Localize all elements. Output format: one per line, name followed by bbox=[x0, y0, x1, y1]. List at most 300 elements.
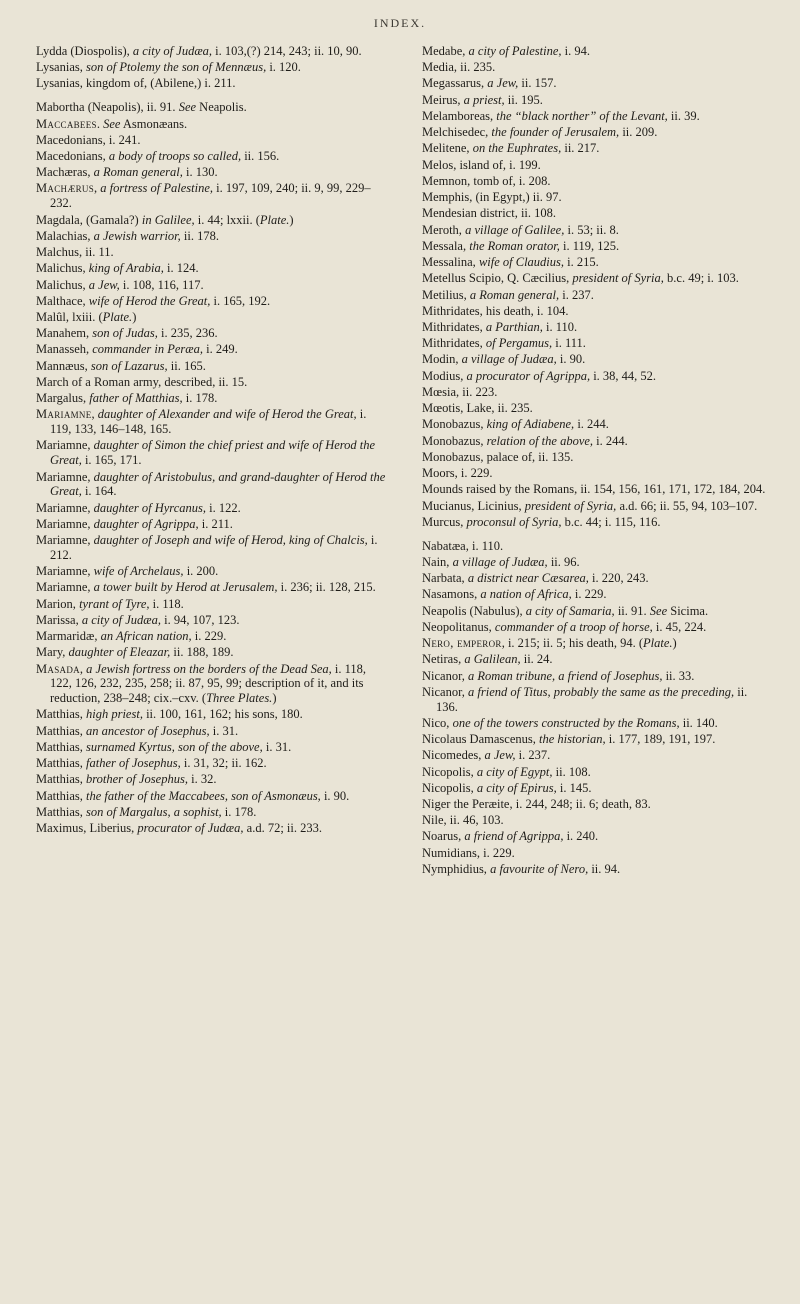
index-entry bbox=[36, 310, 386, 325]
index-entry bbox=[36, 724, 386, 739]
index-entry bbox=[36, 645, 386, 660]
entry-text: i. 130. bbox=[182, 165, 218, 180]
entry-text: ii. 96. bbox=[547, 554, 580, 569]
entry-text: Mary, bbox=[36, 645, 69, 660]
entry-text: Matthias, bbox=[36, 788, 86, 803]
index-entry bbox=[36, 342, 386, 357]
index-entry bbox=[36, 533, 386, 563]
entry-description: the Roman orator, bbox=[469, 238, 560, 253]
entry-text: i. 90. bbox=[556, 352, 586, 367]
index-entry bbox=[36, 564, 386, 579]
entry-description: a city of Palestine, bbox=[468, 44, 562, 58]
entry-text: i. 237. bbox=[515, 748, 551, 763]
index-entry bbox=[36, 117, 386, 132]
entry-description: an African nation, bbox=[100, 629, 192, 644]
index-entry bbox=[36, 100, 386, 115]
index-entry bbox=[422, 369, 772, 384]
index-entry bbox=[36, 229, 386, 244]
entry-text: Nymphidius, bbox=[422, 861, 491, 876]
index-entry bbox=[422, 141, 772, 156]
entry-description: daughter of Alexander and wife of Herod the Great, bbox=[97, 407, 357, 422]
index-entry bbox=[36, 613, 386, 628]
entry-description: a Roman general, bbox=[93, 165, 183, 180]
entry-text: Memnon, tomb of, i. 208. bbox=[422, 173, 551, 188]
index-entry bbox=[36, 294, 386, 309]
entry-description: in Galilee, bbox=[141, 212, 195, 227]
index-entry bbox=[422, 352, 772, 367]
index-entry bbox=[422, 44, 772, 59]
entry-text: i. 164. bbox=[81, 484, 117, 499]
entry-text: Sicima. bbox=[667, 603, 709, 618]
entry-text: i. 229. bbox=[571, 587, 607, 602]
entry-description: relation of the above, bbox=[486, 433, 594, 448]
entry-text: Niger the Peræite, i. 244, 248; ii. 6; death, 83. bbox=[422, 797, 651, 811]
entry-description: a favourite of Nero, bbox=[490, 861, 589, 876]
entry-text: Matthias, bbox=[36, 804, 86, 819]
entry-text: Medabe, bbox=[422, 44, 469, 58]
index-entry bbox=[422, 434, 772, 449]
entry-text: Marissa, bbox=[36, 612, 82, 627]
entry-text: Margalus, bbox=[36, 391, 90, 406]
index-entry bbox=[36, 517, 386, 532]
entry-text: , i. 215; ii. 5; his death, 94. ( bbox=[501, 636, 643, 651]
entry-text: Mabortha (Neapolis), ii. 91. bbox=[36, 100, 179, 115]
entry-text: Melchisedec, bbox=[422, 125, 492, 140]
index-entry bbox=[422, 271, 772, 286]
entry-text: Mithridates, bbox=[422, 319, 486, 334]
index-entry bbox=[422, 813, 772, 828]
entry-description: president of Syria, bbox=[524, 498, 617, 513]
entry-text: i. 220, 243. bbox=[588, 571, 649, 586]
entry-text: Nico, bbox=[422, 715, 453, 730]
entry-text: i. 249. bbox=[203, 342, 238, 357]
entry-description: the founder of Jerusalem, bbox=[491, 125, 620, 140]
entry-text: March of a Roman army, described, ii. 15. bbox=[36, 374, 248, 389]
entry-description: a Galilean, bbox=[464, 652, 521, 667]
entry-heading: Mariamne bbox=[36, 407, 92, 422]
entry-text: i. 53; ii. 8. bbox=[564, 222, 619, 237]
index-entry bbox=[36, 278, 386, 293]
index-entry bbox=[422, 109, 772, 124]
entry-text: i. 119, 125. bbox=[559, 238, 620, 253]
entry-description: proconsul of Syria, bbox=[466, 514, 562, 529]
entry-text: Messala, bbox=[422, 238, 470, 253]
entry-text: Mithridates, his death, i. 104. bbox=[422, 303, 569, 318]
entry-text: ii. 91. bbox=[614, 603, 650, 618]
entry-description: daughter of Joseph and wife of Herod, king of Chalcis, bbox=[93, 533, 368, 548]
entry-text: i. 120. bbox=[266, 60, 301, 75]
entry-description: king of Arabia, bbox=[88, 261, 164, 276]
entry-description: tyrant of Tyre, bbox=[79, 596, 150, 611]
entry-text: Nicopolis, bbox=[422, 764, 477, 779]
entry-text: Megassarus, bbox=[422, 76, 488, 91]
entry-text: Melamboreas, bbox=[422, 108, 497, 123]
index-entry bbox=[36, 326, 386, 341]
entry-text: , bbox=[79, 661, 87, 676]
entry-text: i. 103,(?) 214, 243; ii. 10, 90. bbox=[212, 44, 362, 58]
entry-text: ii. 209. bbox=[619, 125, 658, 140]
entry-text: ) bbox=[272, 691, 277, 706]
entry-text: Mariamne, bbox=[36, 438, 94, 453]
entry-text: ii. 165. bbox=[167, 358, 206, 373]
entry-text: Modius, bbox=[422, 368, 467, 383]
entry-text: ii. 195. bbox=[504, 92, 543, 107]
entry-text: i. 244. bbox=[593, 433, 628, 448]
entry-description: the father of the Maccabees, son of Asmonæus, bbox=[86, 788, 321, 803]
entry-text: i. 178. bbox=[221, 804, 257, 819]
entry-text: Matthias, bbox=[36, 723, 86, 738]
entry-heading: Nero, emperor bbox=[422, 636, 502, 651]
index-entry bbox=[36, 181, 386, 211]
entry-text: Matthias, bbox=[36, 739, 86, 754]
entry-text: i. 118, 122, 126, 232, 235, 258; ii. 87, 95, 99; description of it, and its reduction, 238–248; cix.–cxv. ( bbox=[50, 661, 367, 706]
entry-text: Lydda (Diospolis), bbox=[36, 44, 133, 58]
index-entry bbox=[422, 190, 772, 205]
index-entry bbox=[36, 359, 386, 374]
entry-text: i. 236; ii. 128, 215. bbox=[277, 580, 376, 595]
entry-text: i. 244. bbox=[574, 417, 609, 432]
index-entry bbox=[422, 60, 772, 75]
index-entry bbox=[36, 756, 386, 771]
entry-text: ) bbox=[289, 212, 294, 227]
entry-text: Macedonians, bbox=[36, 149, 109, 164]
index-entry bbox=[36, 629, 386, 644]
entry-text: Marion, bbox=[36, 596, 80, 611]
entry-description: brother of Josephus, bbox=[86, 772, 188, 787]
index-entry bbox=[422, 174, 772, 189]
entry-text: ii. 188, 189. bbox=[170, 645, 234, 660]
index-entry bbox=[36, 245, 386, 260]
entry-description: a procurator of Agrippa, bbox=[466, 368, 591, 383]
entry-text: i. 45, 224. bbox=[652, 619, 707, 634]
entry-text: Matthias, bbox=[36, 756, 86, 771]
entry-text: Mannæus, bbox=[36, 358, 91, 373]
entry-text: Moors, i. 229. bbox=[422, 466, 493, 481]
entry-text: Malchus, ii. 11. bbox=[36, 245, 114, 260]
index-entry bbox=[36, 391, 386, 406]
entry-text: Manasseh, bbox=[36, 342, 93, 357]
entry-description: daughter of Agrippa, bbox=[93, 516, 199, 531]
entry-text: Nile, ii. 46, 103. bbox=[422, 813, 504, 828]
entry-text: Mœsia, ii. 223. bbox=[422, 384, 498, 399]
entry-text: Media, ii. 235. bbox=[422, 60, 496, 75]
entry-text: ii. 33. bbox=[662, 668, 695, 683]
entry-text: Mariamne, bbox=[36, 516, 94, 531]
entry-text: Nain, bbox=[422, 554, 453, 569]
entry-description: See bbox=[103, 116, 121, 131]
entry-description: a city of Judæa, bbox=[132, 44, 213, 58]
index-entry bbox=[422, 482, 772, 497]
index-column-right bbox=[422, 44, 772, 878]
index-entry bbox=[422, 288, 772, 303]
entry-text: i. 94. bbox=[561, 44, 591, 58]
entry-description: See bbox=[178, 100, 197, 115]
index-entry bbox=[36, 772, 386, 787]
entry-text: i. 122. bbox=[206, 500, 241, 515]
index-entry bbox=[36, 261, 386, 276]
index-entry bbox=[422, 587, 772, 602]
index-entry bbox=[422, 652, 772, 667]
index-entry bbox=[422, 571, 772, 586]
entry-text: Meirus, bbox=[422, 92, 464, 107]
entry-heading: Machærus bbox=[36, 181, 95, 196]
index-entry bbox=[36, 707, 386, 722]
index-entry bbox=[36, 133, 386, 148]
index-entry bbox=[422, 206, 772, 221]
index-entry bbox=[422, 320, 772, 335]
index-entry bbox=[422, 846, 772, 861]
entry-text: i. 44; lxxii. ( bbox=[194, 212, 260, 227]
index-entry bbox=[422, 401, 772, 416]
entry-description: president of Syria, bbox=[572, 271, 664, 286]
entry-description: a city of Judæa, bbox=[81, 612, 161, 627]
entry-text: Matthias, bbox=[36, 707, 86, 722]
entry-description: a Jewish warrior, bbox=[93, 228, 181, 243]
index-entry bbox=[422, 685, 772, 715]
entry-description: a body of troops so called, bbox=[108, 149, 242, 164]
entry-text: i. 90. bbox=[320, 788, 350, 803]
entry-description: a Jewish fortress on the borders of the Dead Sea, bbox=[86, 661, 332, 676]
index-entry bbox=[36, 821, 386, 836]
index-entry bbox=[422, 239, 772, 254]
entry-description: son of Judas, bbox=[92, 326, 158, 341]
entry-text: ii. 136. bbox=[436, 684, 748, 714]
index-entry bbox=[422, 93, 772, 108]
index-entry bbox=[36, 76, 386, 91]
entry-text: i. 178. bbox=[182, 391, 218, 406]
entry-text: Neapolis (Nabulus), bbox=[422, 603, 526, 618]
entry-text: i. 197, 109, 240; ii. 9, 99, 229–232. bbox=[50, 181, 371, 211]
entry-description: son of Margalus, a sophist, bbox=[86, 804, 222, 819]
entry-text: Lysanias, kingdom of, (Abilene,) i. 211. bbox=[36, 76, 236, 91]
entry-text: Messalina, bbox=[422, 255, 479, 270]
index-entry bbox=[422, 223, 772, 238]
entry-text: i. 32. bbox=[187, 772, 217, 787]
entry-text: Mariamne, bbox=[36, 564, 94, 579]
entry-description: daughter of Simon the chief priest and wife of Herod the Great, bbox=[50, 438, 376, 468]
entry-description: a Jew, bbox=[487, 76, 519, 91]
index-entry bbox=[36, 407, 386, 437]
entry-text: i. 111. bbox=[552, 336, 586, 351]
entry-text: i. 108, 116, 117. bbox=[119, 277, 204, 292]
entry-text: Nicolaus Damascenus, bbox=[422, 732, 539, 747]
index-entry bbox=[422, 499, 772, 514]
entry-text: Monobazus, bbox=[422, 417, 487, 432]
index-entry bbox=[422, 125, 772, 140]
entry-text: Malûl, lxiii. ( bbox=[36, 309, 103, 324]
entry-description: a Roman general, bbox=[469, 287, 560, 302]
entry-description: the historian, bbox=[538, 732, 606, 747]
entry-description: daughter of Eleazar, bbox=[68, 645, 171, 660]
index-entry bbox=[422, 76, 772, 91]
entry-text: ii. 94. bbox=[588, 861, 621, 876]
index-entry bbox=[422, 450, 772, 465]
index-entry bbox=[422, 255, 772, 270]
entry-text: Memphis, (in Egypt,) ii. 97. bbox=[422, 190, 562, 205]
entry-description: a district near Cæsarea, bbox=[467, 571, 589, 586]
entry-text: Netiras, bbox=[422, 652, 465, 667]
entry-text: i. 240. bbox=[563, 829, 599, 844]
entry-text: Narbata, bbox=[422, 571, 468, 586]
index-entry bbox=[422, 797, 772, 812]
entry-text: Malthace, bbox=[36, 293, 89, 308]
index-entry bbox=[422, 336, 772, 351]
index-entry bbox=[422, 385, 772, 400]
index-entry bbox=[36, 149, 386, 164]
entry-description: commander in Peræa, bbox=[92, 342, 203, 357]
index-entry bbox=[422, 604, 772, 619]
index-entry bbox=[36, 580, 386, 595]
entry-text: Noarus, bbox=[422, 829, 465, 844]
entry-text: i. 124. bbox=[163, 261, 199, 276]
entry-description: procurator of Judæa, bbox=[137, 821, 244, 836]
entry-description: father of Matthias, bbox=[89, 391, 183, 406]
running-header: INDEX. bbox=[373, 16, 427, 30]
entry-description: a priest, bbox=[463, 92, 505, 107]
entry-text: Mariamne, bbox=[36, 469, 94, 484]
entry-text: Asmonæans. bbox=[120, 116, 188, 131]
entry-text: Modin, bbox=[422, 352, 462, 367]
index-entry bbox=[36, 501, 386, 516]
entry-description: commander of a troop of horse, bbox=[494, 619, 653, 634]
entry-text: ii. 156. bbox=[241, 149, 280, 164]
entry-text: i. 237. bbox=[559, 287, 594, 302]
entry-text: Mucianus, Licinius, bbox=[422, 498, 525, 513]
entry-text: Mendesian district, ii. 108. bbox=[422, 206, 557, 221]
entry-text: Magdala, (Gamala?) bbox=[36, 212, 142, 227]
entry-description: Three Plates. bbox=[206, 691, 273, 706]
entry-text: Melitene, bbox=[422, 141, 473, 156]
index-entry bbox=[36, 213, 386, 228]
entry-description: a Roman tribune, a friend of Josephus, bbox=[468, 668, 663, 683]
entry-description: high priest, bbox=[86, 707, 143, 722]
entry-heading: Masada bbox=[36, 661, 80, 676]
entry-text: Mariamne, bbox=[36, 533, 94, 548]
entry-description: surnamed Kyrtus, son of the above, bbox=[86, 739, 263, 754]
index-entry bbox=[422, 829, 772, 844]
entry-text: , bbox=[91, 407, 98, 422]
entry-text: i. 177, 189, 191, 197. bbox=[605, 732, 716, 747]
entry-text: a.d. 66; ii. 55, 94, 103–107. bbox=[616, 498, 758, 513]
index-entry bbox=[422, 862, 772, 877]
entry-description: a Jew, bbox=[484, 748, 516, 763]
entry-description: Plate. bbox=[643, 636, 673, 651]
entry-text: Monobazus, palace of, ii. 135. bbox=[422, 449, 574, 464]
entry-text: i. 212. bbox=[50, 533, 378, 562]
index-entry bbox=[36, 375, 386, 390]
entry-text: ii. 39. bbox=[667, 108, 700, 123]
entry-text: Neapolis. bbox=[196, 100, 247, 115]
index-entry bbox=[422, 748, 772, 763]
entry-text: Malichus, bbox=[36, 277, 89, 292]
entry-text: Nicanor, bbox=[422, 684, 469, 699]
entry-text: i. 165, 192. bbox=[210, 293, 271, 308]
entry-text: Manahem, bbox=[36, 326, 93, 341]
entry-text: Matthias, bbox=[36, 772, 86, 787]
index-entry bbox=[422, 417, 772, 432]
entry-text: i. 110. bbox=[542, 319, 578, 334]
index-entry bbox=[422, 304, 772, 319]
entry-text: Malichus, bbox=[36, 261, 89, 276]
entry-text: i. 235, 236. bbox=[157, 326, 218, 341]
entry-text: b.c. 44; i. 115, 116. bbox=[561, 514, 661, 529]
entry-text: ii. 24. bbox=[520, 652, 553, 667]
entry-text: Nabatæa, i. 110. bbox=[422, 538, 504, 553]
entry-description: Plate. bbox=[259, 212, 290, 227]
entry-description: of Pergamus, bbox=[485, 336, 553, 351]
entry-description: daughter of Hyrcanus, bbox=[93, 500, 206, 515]
index-entry bbox=[422, 555, 772, 570]
entry-text: Lysanias, bbox=[36, 60, 86, 75]
entry-text: Metilius, bbox=[422, 287, 470, 302]
entry-text: i. 145. bbox=[556, 780, 592, 795]
index-entry bbox=[422, 158, 772, 173]
index-column-left bbox=[36, 44, 386, 837]
index-entry bbox=[36, 60, 386, 75]
entry-description: a Parthian, bbox=[485, 319, 543, 334]
entry-description: a city of Egypt, bbox=[476, 764, 553, 779]
entry-description: See bbox=[649, 603, 668, 618]
entry-text: Mithridates, bbox=[422, 336, 486, 351]
entry-description: a village of Judæa, bbox=[452, 554, 548, 569]
entry-text: i. 215. bbox=[564, 255, 599, 270]
entry-description: a Jew, bbox=[88, 277, 120, 292]
entry-text: Nasamons, bbox=[422, 587, 481, 602]
index-entry bbox=[36, 789, 386, 804]
index-entry bbox=[36, 662, 386, 707]
entry-text: ) bbox=[672, 636, 677, 651]
entry-text: Nicopolis, bbox=[422, 780, 477, 795]
entry-text: , bbox=[94, 181, 101, 196]
entry-description: a friend of Titus, probably the same as the preceding, bbox=[468, 684, 735, 699]
entry-text: Nicomedes, bbox=[422, 748, 485, 763]
index-entry bbox=[36, 740, 386, 755]
index-entry bbox=[36, 805, 386, 820]
entry-heading: Maccabees bbox=[36, 116, 97, 131]
entry-text: ii. 217. bbox=[561, 141, 600, 156]
entry-text: i. 200. bbox=[183, 564, 219, 579]
entry-text: Meroth, bbox=[422, 222, 466, 237]
entry-text: . bbox=[96, 116, 104, 131]
entry-text: Melos, island of, i. 199. bbox=[422, 157, 541, 172]
entry-description: a fortress of Palestine, bbox=[100, 181, 214, 196]
index-entry bbox=[36, 470, 386, 500]
entry-text: Neopolitanus, bbox=[422, 619, 495, 634]
entry-text: ii. 100, 161, 162; his sons, 180. bbox=[142, 707, 303, 722]
entry-description: a nation of Africa, bbox=[480, 587, 572, 602]
entry-description: wife of Archelaus, bbox=[93, 564, 184, 579]
entry-text: Mariamne, bbox=[36, 580, 94, 595]
entry-description: a village of Judæa, bbox=[461, 352, 557, 367]
index-entry bbox=[422, 732, 772, 747]
index-entry bbox=[36, 165, 386, 180]
index-entry bbox=[422, 466, 772, 481]
entry-text: i. 31, 32; ii. 162. bbox=[180, 756, 267, 771]
index-entry bbox=[422, 539, 772, 554]
entry-text: Murcus, bbox=[422, 514, 467, 529]
entry-description: a village of Galilee, bbox=[465, 222, 565, 237]
entry-text: ii. 108. bbox=[552, 764, 591, 779]
entry-description: wife of Herod the Great, bbox=[88, 293, 211, 308]
entry-description: son of Lazarus, bbox=[90, 358, 168, 373]
entry-text: ) bbox=[132, 309, 137, 324]
index-entry bbox=[422, 669, 772, 684]
index-entry bbox=[36, 597, 386, 612]
index-entry bbox=[422, 781, 772, 796]
entry-description: daughter of Aristobulus, and grand-daughter of Herod the Great, bbox=[50, 469, 386, 499]
entry-description: king of Adiabene, bbox=[486, 417, 575, 432]
entry-text: Machæras, bbox=[36, 165, 94, 180]
